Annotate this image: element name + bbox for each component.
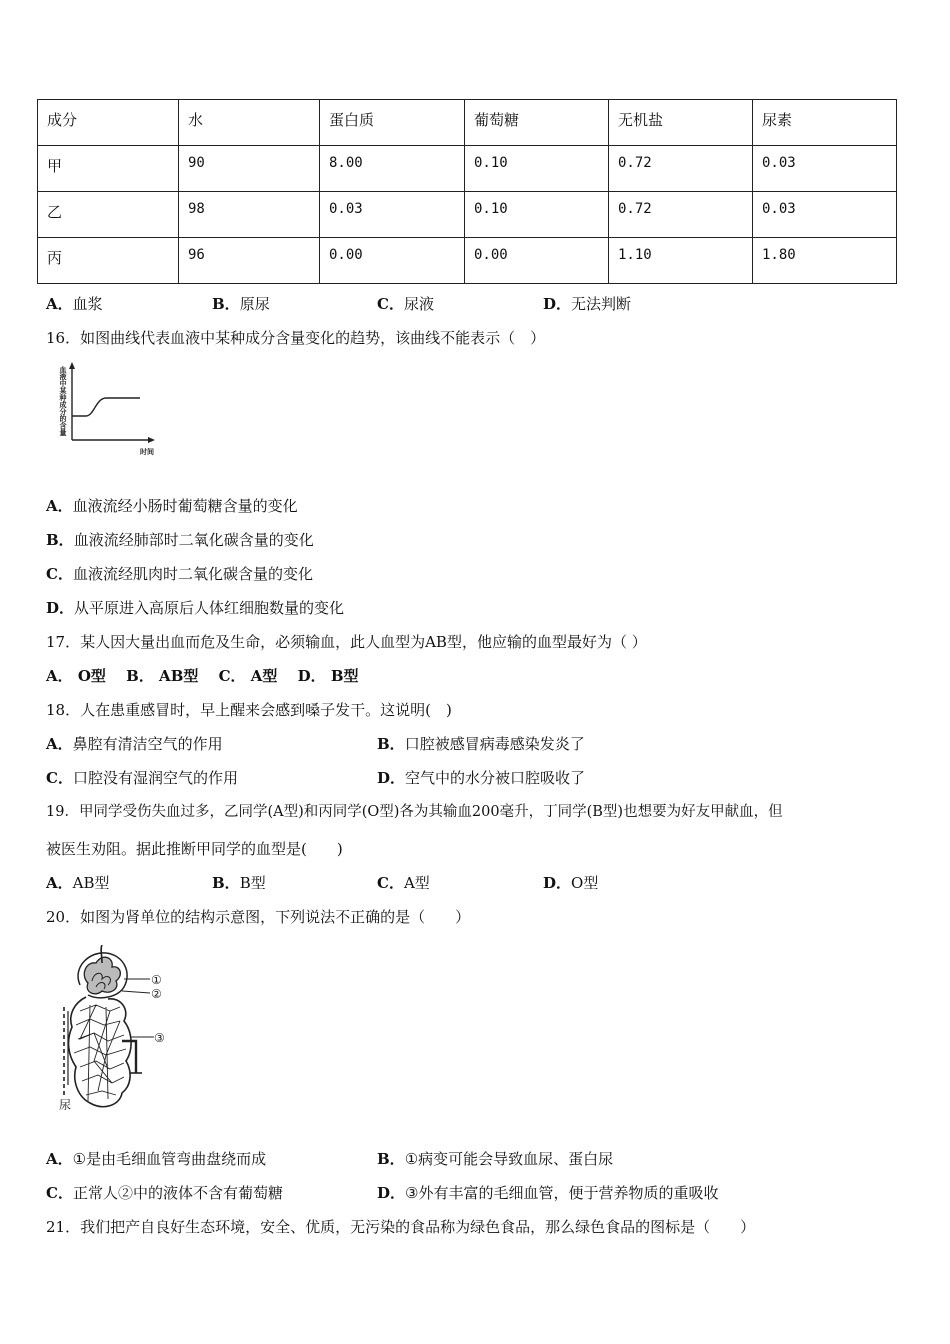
x-axis-arrow <box>148 437 155 443</box>
table-cell: 0.03 <box>753 192 897 238</box>
q19-stem-line2: 被医生劝阻。据此推断甲同学的血型是( ) <box>46 840 343 858</box>
q20-option-a: A．①是由毛细血管弯曲盘绕而成 <box>46 1150 267 1168</box>
table-cell: 96 <box>179 238 320 284</box>
q18-option-c: C．口腔没有湿润空气的作用 <box>46 769 238 787</box>
table-header-cell: 水 <box>179 100 320 146</box>
q19-option-c: C．A型 <box>377 874 430 892</box>
q20-option-c: C．正常人②中的液体不含有葡萄糖 <box>46 1184 283 1202</box>
table-header-cell: 无机盐 <box>609 100 753 146</box>
q17-options: A． O型 B． AB型 C． A型 D． B型 <box>46 667 359 685</box>
capillary-network <box>74 1005 126 1101</box>
q18-option-d: D．空气中的水分被口腔吸收了 <box>377 769 586 787</box>
q16-option-d: D．从平原进入高原后人体红细胞数量的变化 <box>46 599 345 617</box>
q21-stem: 21．我们把产自良好生态环境，安全、优质，无污染的食品称为绿色食品，那么绿色食品的图标是（ ） <box>46 1218 756 1236</box>
q15-option-d: D．无法判断 <box>543 295 632 313</box>
q17-stem: 17．某人因大量出血而危及生命，必须输血，此人血型为AB型，他应输的血型最好为（ ） <box>46 633 647 651</box>
table-header-cell: 葡萄糖 <box>465 100 609 146</box>
q15-option-c: C．尿液 <box>377 295 434 313</box>
table-row <box>38 192 897 238</box>
table-row <box>38 238 897 284</box>
q16-option-c: C．血液流经肌肉时二氧化碳含量的变化 <box>46 565 313 583</box>
composition-table <box>37 99 897 284</box>
q20-stem: 20．如图为肾单位的结构示意图，下列说法不正确的是（ ） <box>46 908 471 926</box>
table-cell: 乙 <box>38 192 179 238</box>
table-cell: 0.00 <box>320 238 465 284</box>
table-header-cell: 尿素 <box>753 100 897 146</box>
trend-curve <box>72 398 140 416</box>
table-cell: 0.03 <box>753 146 897 192</box>
q15-option-b: B．原尿 <box>212 295 270 313</box>
q18-option-b: B．口腔被感冒病毒感染发炎了 <box>377 735 585 753</box>
q15-option-a: A．血浆 <box>46 295 103 313</box>
afferent-vessel <box>101 945 102 963</box>
q20-option-b: B．①病变可能会导致血尿、蛋白尿 <box>377 1150 614 1168</box>
x-axis-label: 时间 <box>140 448 154 456</box>
table-header-cell: 蛋白质 <box>320 100 465 146</box>
table-cell: 0.10 <box>465 146 609 192</box>
table-cell: 0.00 <box>465 238 609 284</box>
q19-option-a: A．AB型 <box>46 874 110 892</box>
table-cell: 90 <box>179 146 320 192</box>
table-cell: 8.00 <box>320 146 465 192</box>
y-axis-label: 血液中某种成分的含量 <box>59 366 67 436</box>
y-axis-arrow <box>69 362 75 369</box>
table-cell: 0.03 <box>320 192 465 238</box>
table-cell: 甲 <box>38 146 179 192</box>
table-cell: 0.10 <box>465 192 609 238</box>
table-cell: 0.72 <box>609 146 753 192</box>
q20-option-d: D．③外有丰富的毛细血管，便于营养物质的重吸收 <box>377 1184 719 1202</box>
leader-line-2 <box>122 991 150 993</box>
table-cell: 98 <box>179 192 320 238</box>
q19-option-d: D．O型 <box>543 874 599 892</box>
q19-option-b: B．B型 <box>212 874 266 892</box>
q19-stem-line1: 19．甲同学受伤失血过多，乙同学(A型)和丙同学(O型)各为其输血200毫升，丁同学(B型)也想要为好友甲献血，但 <box>46 804 783 820</box>
label-2: ② <box>151 987 162 1001</box>
table-header-cell: 成分 <box>38 100 179 146</box>
urine-label: 尿 <box>59 1098 72 1112</box>
table-cell: 丙 <box>38 238 179 284</box>
q18-stem: 18．人在患重感冒时，早上醒来会感到嗓子发干。这说明( ) <box>46 701 452 719</box>
q16-option-b: B．血液流经肺部时二氧化碳含量的变化 <box>46 531 314 549</box>
nephron-diagram <box>50 945 180 1120</box>
q16-curve-figure <box>50 360 165 460</box>
table-cell: 0.72 <box>609 192 753 238</box>
table-cell: 1.80 <box>753 238 897 284</box>
q16-option-a: A．血液流经小肠时葡萄糖含量的变化 <box>46 497 298 515</box>
table-cell: 1.10 <box>609 238 753 284</box>
label-3: ③ <box>154 1031 165 1045</box>
q18-option-a: A．鼻腔有清洁空气的作用 <box>46 735 223 753</box>
label-1: ① <box>151 973 162 987</box>
table-row <box>38 146 897 192</box>
q16-stem: 16．如图曲线代表血液中某种成分含量变化的趋势，该曲线不能表示（ ） <box>46 329 546 347</box>
table-header-row <box>38 100 897 146</box>
